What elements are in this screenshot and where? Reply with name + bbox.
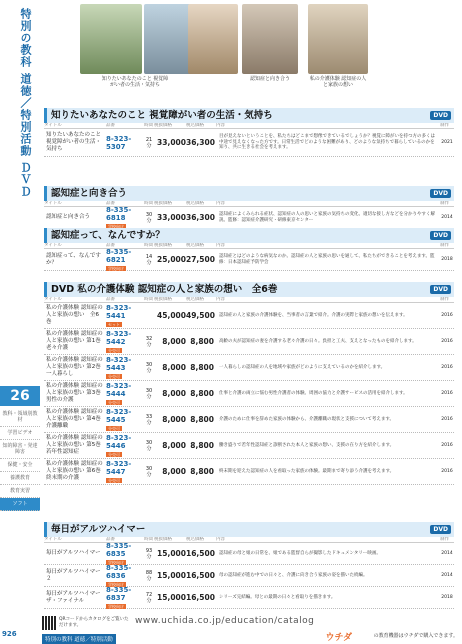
- product-title: 私の介護体験 認知症の人と家族の想い 全6巻: [46, 305, 103, 325]
- column-header-cell: 税抜価格: [154, 297, 172, 302]
- column-header-cell: タイトル: [44, 201, 62, 206]
- product-code-text: 8-323-5307: [106, 134, 132, 151]
- price-excl-tax: 8,000: [162, 363, 186, 372]
- product-code-text: 8-335-6821: [106, 247, 132, 264]
- price-incl-tax: 8,800: [190, 337, 214, 346]
- side-nav: [0, 408, 40, 511]
- product-code-text: 8-323-5443: [106, 355, 132, 372]
- column-header-cell: 内容: [216, 297, 225, 302]
- product-title: 私の介護体験 認知症の人と家族の想い 第3巻 男性の介護: [46, 383, 107, 403]
- side-nav-item[interactable]: ソフト: [0, 498, 40, 511]
- production-year: 2014: [441, 573, 453, 578]
- product-code-text: 8-323-5445: [106, 407, 132, 424]
- price-incl-tax: 8,800: [190, 389, 214, 398]
- product-title: 認知症と向き合う: [46, 214, 91, 220]
- page-number: 926: [2, 630, 17, 638]
- product-title: 私の介護体験 認知症の人と家族の想い 第5巻 若年性認知症: [46, 435, 107, 455]
- product-tag: 学校向け: [108, 581, 124, 587]
- column-header-cell: 税抜価格: [154, 537, 172, 542]
- column-header-cell: 税込価格: [186, 297, 204, 302]
- price-excl-tax: 8,000: [162, 467, 186, 476]
- product-tag: 分売可: [108, 347, 120, 353]
- product-code[interactable]: [106, 408, 144, 432]
- column-header-cell: 制作: [440, 123, 449, 128]
- product-code-text: 8-323-5441: [106, 303, 132, 320]
- column-header-cell: 内容: [216, 243, 225, 248]
- column-header-cell: 税抜価格: [154, 243, 172, 248]
- duration: 30分: [145, 465, 153, 478]
- product-code-text: 8-323-5444: [106, 381, 132, 398]
- side-nav-item[interactable]: 保健・安全: [0, 459, 40, 472]
- column-header-cell: 内容: [216, 201, 225, 206]
- product-row[interactable]: [44, 129, 454, 157]
- product-description: シリーズ完結編。母との最期の日々と看取りを描きます。: [219, 594, 336, 600]
- product-title: 私の介護体験 認知症の人と家族の想い 第1巻 老々介護: [46, 331, 107, 351]
- column-header-cell: 時間: [144, 123, 153, 128]
- price-excl-tax: 25,000: [157, 255, 186, 264]
- product-row[interactable]: [44, 407, 454, 433]
- section-title-text: 毎日がアルツハイマー: [51, 524, 146, 535]
- price-incl-tax: 8,800: [190, 441, 214, 450]
- duration: 88分: [145, 569, 153, 582]
- product-title: 毎日がアルツハイマー２: [46, 568, 101, 582]
- price-excl-tax: 8,000: [162, 389, 186, 398]
- column-header-cell: 税込価格: [186, 123, 204, 128]
- product-description: 認知症の人と家族の介護体験を、当事者の言葉で紹介。介護の実際と家族の想いを伝えます。: [219, 312, 408, 318]
- duration: 72分: [145, 591, 153, 604]
- duration: 30分: [145, 439, 153, 452]
- production-year: 2016: [441, 339, 453, 344]
- product-row[interactable]: [44, 207, 454, 229]
- product-code[interactable]: [106, 460, 144, 484]
- product-description: 認知症によくみられる症状、認知症の人の思いと家族の気持ちの変化、適切な接し方などを分かりやすく解説。監修：認知症介護研究・研修東京センター: [219, 212, 435, 223]
- production-year: 2018: [441, 257, 453, 262]
- photo-4: [242, 4, 298, 74]
- product-row[interactable]: [44, 355, 454, 381]
- product-section: [44, 186, 454, 229]
- product-tag: 分売可: [108, 425, 120, 431]
- column-header-cell: 品番: [106, 537, 115, 542]
- photo-3: [188, 4, 238, 74]
- product-code-text: 8-335-6837: [106, 585, 132, 602]
- catalog-url[interactable]: www.uchida.co.jp/education/catalog: [135, 616, 315, 626]
- column-header-cell: 内容: [216, 123, 225, 128]
- product-code-text: 8-335-6818: [106, 205, 132, 222]
- duration: 30分: [145, 361, 153, 374]
- price-incl-tax: 8,800: [190, 467, 214, 476]
- product-code[interactable]: [106, 248, 144, 272]
- product-description: 一人暮らしの認知症の人を地域や家族がどのように支えているのかを紹介します。: [219, 364, 386, 370]
- photo-caption-3: 私の介護体験 認知症の人と家族の想い: [309, 76, 367, 88]
- product-code[interactable]: [106, 135, 144, 151]
- photo-1: [80, 4, 142, 74]
- product-title: 毎日がアルツハイマー: [46, 550, 101, 556]
- column-header-cell: 税抜価格: [154, 201, 172, 206]
- production-year: 2016: [441, 365, 453, 370]
- price-incl-tax: 16,500: [186, 593, 215, 602]
- production-year: 2016: [441, 417, 453, 422]
- category-label: 特別の教科 道徳／特別活動: [42, 634, 116, 644]
- photo-caption-1: 知りたいあなたのこと 視覚障がい者の生活・気持ち: [101, 76, 169, 88]
- section-title: [44, 282, 454, 297]
- duration: 30分: [145, 387, 153, 400]
- duration: 14分: [145, 253, 153, 266]
- product-row[interactable]: [44, 459, 454, 485]
- side-nav-item[interactable]: 養護教育: [0, 472, 40, 485]
- column-header-cell: 時間: [144, 201, 153, 206]
- production-year: 2018: [441, 595, 453, 600]
- side-nav-item[interactable]: 学習ビデオ: [0, 427, 40, 440]
- section-title-text: DVD 私の介護体験 認知症の人と家族の想い 全6巻: [51, 284, 278, 295]
- product-description: 高齢の夫が認知症の妻を介護する老々介護の日々。負担と工夫、支えとなったものを紹介します。: [219, 338, 417, 344]
- product-code-text: 8-323-5442: [106, 329, 132, 346]
- column-header-cell: 制作: [440, 537, 449, 542]
- dvd-badge: DVD: [430, 231, 451, 240]
- column-header-cell: 税込価格: [186, 201, 204, 206]
- price-incl-tax: 16,500: [186, 571, 215, 580]
- product-title: 知りたいあなたのこと 視覚障がい者の生活・気持ち: [46, 132, 102, 152]
- product-description: 目が見えないということを、私たちはどこまで想像できているでしょうか？視覚に障がいを持つ方の多くは中途で見えなくなった方です。日常生活でどのような困難があり、どのような気持ちで暮らしているのかを知り、共に生きる社会を考えます。: [219, 134, 435, 151]
- production-year: 2016: [441, 391, 453, 396]
- price-incl-tax: 36,300: [186, 138, 215, 147]
- product-code[interactable]: [106, 330, 144, 354]
- product-row[interactable]: [44, 543, 454, 565]
- product-code[interactable]: [106, 586, 144, 610]
- column-header-cell: 税抜価格: [154, 123, 172, 128]
- product-tag: 学校向け: [108, 603, 124, 609]
- production-year: 2016: [441, 313, 453, 318]
- price-incl-tax: 8,800: [190, 363, 214, 372]
- product-tag: 学校向け: [108, 559, 124, 565]
- product-row[interactable]: [44, 587, 454, 609]
- column-header-cell: 制作: [440, 201, 449, 206]
- qr-code[interactable]: [42, 616, 56, 630]
- column-header-cell: 時間: [144, 243, 153, 248]
- dvd-badge: DVD: [430, 111, 451, 120]
- column-header-cell: 時間: [144, 297, 153, 302]
- price-excl-tax: 15,000: [157, 571, 186, 580]
- product-row[interactable]: [44, 249, 454, 271]
- product-title: 私の介護体験 認知症の人と家族の想い 第2巻 一人暮らし: [46, 357, 107, 377]
- price-incl-tax: 36,300: [186, 213, 215, 222]
- price-incl-tax: 16,500: [186, 549, 215, 558]
- production-year: 2021: [441, 140, 453, 145]
- photo-5: [308, 4, 368, 74]
- price-excl-tax: 8,000: [162, 415, 186, 424]
- product-section: [44, 108, 454, 157]
- product-code[interactable]: [106, 564, 144, 588]
- product-description: 働き盛りで若年性認知症と診断された本人と家族の想い、支援の在り方を紹介します。: [219, 442, 395, 448]
- product-description: 認知症の母と娘の日常を、娘である監督自らが撮影したドキュメンタリー映画。: [219, 550, 381, 556]
- section-title: [44, 186, 454, 201]
- dvd-badge: DVD: [430, 189, 451, 198]
- side-nav-item[interactable]: 教育実習: [0, 485, 40, 498]
- product-title: 認知症って、なんですか？: [46, 252, 101, 266]
- column-header-cell: 税込価格: [186, 243, 204, 248]
- column-header-cell: タイトル: [44, 537, 62, 542]
- product-description: 認知症とはどのような病気なのか。認知症の人と家族の思いを通して、私たちができることを考えます。監修：日本認知症予防学会: [219, 254, 435, 265]
- photo-caption-2: 認知症と向き合う: [249, 76, 290, 82]
- product-tag: 学校向け: [108, 223, 124, 229]
- product-description: 母の認知症が進む中での日々と、介護に向き合う家族の姿を描いた続編。: [219, 572, 368, 578]
- photo-2: [144, 4, 194, 74]
- product-code[interactable]: [106, 206, 144, 230]
- section-title-text: 認知症と向き合う: [51, 188, 128, 199]
- section-title: [44, 108, 454, 123]
- price-excl-tax: 8,000: [162, 337, 186, 346]
- product-tag: 分売可: [108, 399, 120, 405]
- section-title-text: 認知症って、なんですか？: [51, 230, 165, 241]
- main-content: [40, 0, 458, 644]
- product-tag: 分売可: [108, 477, 120, 483]
- column-header-cell: 税込価格: [186, 537, 204, 542]
- product-description: 仕事と介護の両立に悩む男性介護者の体験。周囲の協力と介護サービスの活用を紹介します。: [219, 390, 408, 396]
- column-header-cell: 内容: [216, 537, 225, 542]
- product-code[interactable]: [106, 434, 144, 458]
- vertical-title: 特別の教科 道徳／特別活動 ＤＶＤ: [19, 8, 32, 198]
- column-header-cell: タイトル: [44, 297, 62, 302]
- product-row[interactable]: [44, 565, 454, 587]
- price-excl-tax: 45,000: [157, 311, 186, 320]
- product-code-text: 8-323-5446: [106, 433, 132, 450]
- price-incl-tax: 8,800: [190, 415, 214, 424]
- product-row[interactable]: [44, 329, 454, 355]
- production-year: 2014: [441, 551, 453, 556]
- product-description: 終末期を迎えた認知症の人を看取った家族の体験。最期まで寄り添う介護を考えます。: [219, 468, 395, 474]
- product-code-text: 8-335-6835: [106, 541, 132, 558]
- column-header-cell: タイトル: [44, 123, 62, 128]
- product-section: [44, 282, 454, 485]
- price-incl-tax: 27,500: [186, 255, 215, 264]
- product-code[interactable]: [106, 356, 144, 380]
- product-code[interactable]: [106, 542, 144, 566]
- price-excl-tax: 15,000: [157, 593, 186, 602]
- product-tag: 分売可: [108, 451, 120, 457]
- product-row[interactable]: [44, 433, 454, 459]
- duration: 32分: [145, 335, 153, 348]
- product-title: 私の介護体験 認知症の人と家族の想い 第4巻 介護離職: [46, 409, 107, 429]
- product-code-text: 8-323-5447: [106, 459, 132, 476]
- production-year: 2014: [441, 215, 453, 220]
- column-header-cell: 時間: [144, 537, 153, 542]
- column-header-cell: 品番: [106, 297, 115, 302]
- product-tag: 分売可: [108, 373, 120, 379]
- duration: 93分: [145, 547, 153, 560]
- price-excl-tax: 33,000: [157, 138, 186, 147]
- product-title: 毎日がアルツハイマー ザ・ファイナル: [46, 590, 101, 604]
- price-excl-tax: 33,000: [157, 213, 186, 222]
- product-description: 介護のために仕事を辞めた家族の体験から、介護離職の現状と支援について考えます。: [219, 416, 395, 422]
- product-row[interactable]: [44, 381, 454, 407]
- chapter-tab[interactable]: 26: [0, 386, 40, 406]
- dvd-badge: DVD: [430, 525, 451, 534]
- product-tag: セット: [108, 321, 120, 327]
- price-incl-tax: 49,500: [186, 311, 215, 320]
- product-section: [44, 522, 454, 609]
- price-excl-tax: 8,000: [162, 441, 186, 450]
- production-year: 2016: [441, 469, 453, 474]
- side-nav-item[interactable]: 知的障害・発達障害: [0, 440, 40, 459]
- duration: 33分: [145, 413, 153, 426]
- product-tag: 学校向け: [108, 265, 124, 271]
- column-header-cell: 制作: [440, 297, 449, 302]
- column-header-cell: 品番: [106, 201, 115, 206]
- section-title: [44, 522, 454, 537]
- product-section: [44, 228, 454, 271]
- photo-strip: [40, 0, 458, 98]
- product-title: 私の介護体験 認知症の人と家族の想い 第6巻 終末期の介護: [46, 461, 107, 481]
- duration: 30分: [145, 211, 153, 224]
- side-nav-item[interactable]: 教科・領域別教材: [0, 408, 40, 427]
- product-code[interactable]: [106, 382, 144, 406]
- production-year: 2016: [441, 443, 453, 448]
- price-excl-tax: 15,000: [157, 549, 186, 558]
- product-row[interactable]: [44, 303, 454, 329]
- brand-subtext: の教育機器はウチダで購入できます。: [373, 633, 458, 639]
- product-code-text: 8-335-6836: [106, 563, 132, 580]
- section-title: [44, 228, 454, 243]
- dvd-badge: DVD: [430, 285, 451, 294]
- sidebar: [0, 0, 40, 644]
- column-header-cell: 品番: [106, 123, 115, 128]
- qr-text: QRコードからカタログをご覧いただけます。: [59, 617, 129, 628]
- footer: [40, 616, 462, 644]
- duration: 21分: [145, 136, 153, 149]
- product-code[interactable]: [106, 304, 144, 328]
- section-title-text: 知りたいあなたのこと 視覚障がい者の生活・気持ち: [51, 110, 273, 121]
- column-header-cell: タイトル: [44, 243, 62, 248]
- brand-logo: ウチダ: [325, 633, 352, 643]
- column-header-cell: 制作: [440, 243, 449, 248]
- column-header-cell: 品番: [106, 243, 115, 248]
